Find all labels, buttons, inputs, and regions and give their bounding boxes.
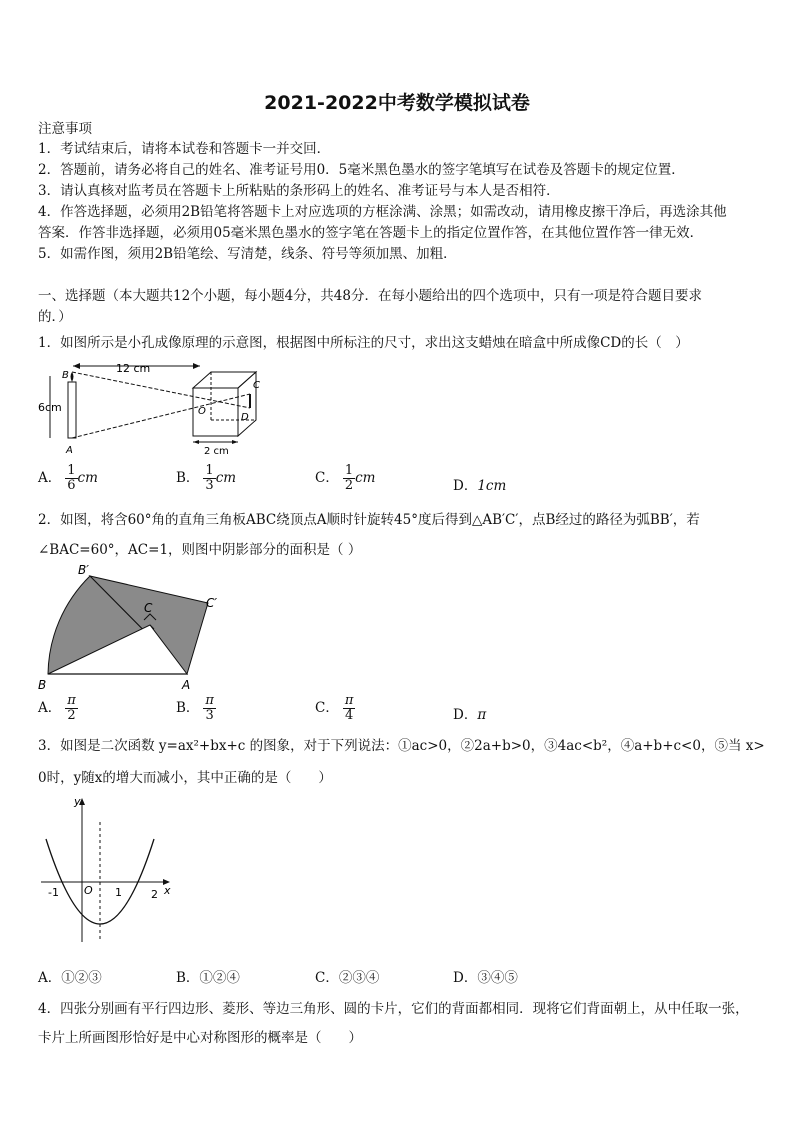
tick-2: 2 [151, 888, 158, 901]
notice-item: 答案．作答非选择题，必须用05毫米黑色墨水的签字笔在答题卡上的指定位置作答，在其他位置作答一律无效． [38, 225, 704, 241]
q2-option-b: B． $\frac{\pi}{3}$ [176, 693, 214, 723]
q2-option-d: D．π [453, 707, 487, 723]
q1-option-a: A． $\frac{1}{6}$ cm [38, 463, 98, 493]
section-heading-cont: 的．） [38, 309, 72, 325]
notice-heading: 注意事项 [38, 121, 92, 137]
label-Cprime: C′ [206, 596, 218, 610]
question-4-text: 4．四张分别画有平行四边形、菱形、等边三角形、圆的卡片，它们的背面都相同．现将它们背面朝上，从中任取一张， [38, 1001, 749, 1017]
pinhole-figure [38, 358, 278, 458]
notice-item: 1．考试结束后，请将本试卷和答题卡一并交回． [38, 141, 331, 157]
question-2-text-cont: ∠BAC=60°，AC=1，则图中阴影部分的面积是（ ） [38, 542, 362, 558]
page-title: 2021-2022中考数学模拟试卷 [264, 92, 530, 114]
q3-option-a: A．①②③ [38, 970, 102, 986]
q2-option-a: A． $\frac{\pi}{2}$ [38, 693, 76, 723]
label-B: B [62, 370, 69, 381]
question-2-text: 2．如图，将含60°角的直角三角板ABC绕顶点A顺时针旋转45°度后得到△AB′C′，点B经过的路径为弧BB′，若 [38, 512, 700, 528]
q1-option-b: B． $\frac{1}{3}$ cm [176, 463, 237, 493]
label-C: C [253, 380, 260, 391]
label-Bprime: B′ [78, 563, 89, 577]
q3-option-c: C．②③④ [315, 970, 380, 986]
section-heading: 一、选择题（本大题共12个小题，每小题4分，共48分．在每小题给出的四个选项中，只有一项是符合题目要求 [38, 288, 702, 304]
parabola-figure [36, 794, 186, 946]
label-A: A [182, 678, 191, 692]
q3-option-d: D．③④⑤ [453, 970, 518, 986]
origin-label: O [84, 884, 93, 897]
question-1-text: 1．如图所示是小孔成像原理的示意图，根据图中所标注的尺寸，求出这支蜡烛在暗盒中所成像CD的长（ ） [38, 335, 689, 351]
axis-y-label: y [74, 795, 81, 808]
q1-option-c: C． $\frac{1}{2}$ cm [315, 463, 376, 493]
question-4-text-cont: 卡片上所画图形恰好是中心对称图形的概率是（ ） [38, 1030, 362, 1046]
axis-x-label: x [164, 884, 171, 897]
notice-item: 5．如需作图，须用2B铅笔绘、写清楚，线条、符号等须加黑、加粗． [38, 246, 457, 262]
q1-option-d: D．1cm [453, 478, 507, 494]
dim-6cm: 6cm [38, 401, 62, 414]
label-D: D [241, 412, 249, 423]
q3-option-b: B．①②④ [176, 970, 240, 986]
notice-item: 2．答题前，请务必将自己的姓名、准考证号用0．5毫米黑色墨水的签字笔填写在试卷及答题卡的规定位置． [38, 162, 685, 178]
tick-1: 1 [115, 886, 122, 899]
label-B: B [38, 678, 47, 692]
notice-item: 3．请认真核对监考员在答题卡上所粘贴的条形码上的姓名、准考证号与本人是否相符． [38, 183, 560, 199]
label-A: A [66, 445, 73, 456]
rotation-figure [36, 562, 226, 694]
question-3-text: 3．如图是二次函数 y=ax²+bx+c 的图象，对于下列说法：①ac>0，②2a+b>0，③4ac<b²，④a+b+c<0，⑤当 x> [38, 738, 765, 754]
dim-12cm: 12 cm [116, 362, 151, 375]
label-C: C [144, 601, 153, 615]
dim-2cm: 2 cm [204, 446, 229, 457]
q2-option-c: C． $\frac{\pi}{4}$ [315, 693, 354, 723]
tick-minus-1: -1 [48, 886, 59, 899]
label-O: O [198, 406, 206, 417]
question-3-text-cont: 0时，y随x的增大而减小，其中正确的是（ ） [38, 770, 332, 786]
notice-item: 4．作答选择题，必须用2B铅笔将答题卡上对应选项的方框涂满、涂黑；如需改动，请用橡皮擦干净后，再选涂其他 [38, 204, 727, 220]
